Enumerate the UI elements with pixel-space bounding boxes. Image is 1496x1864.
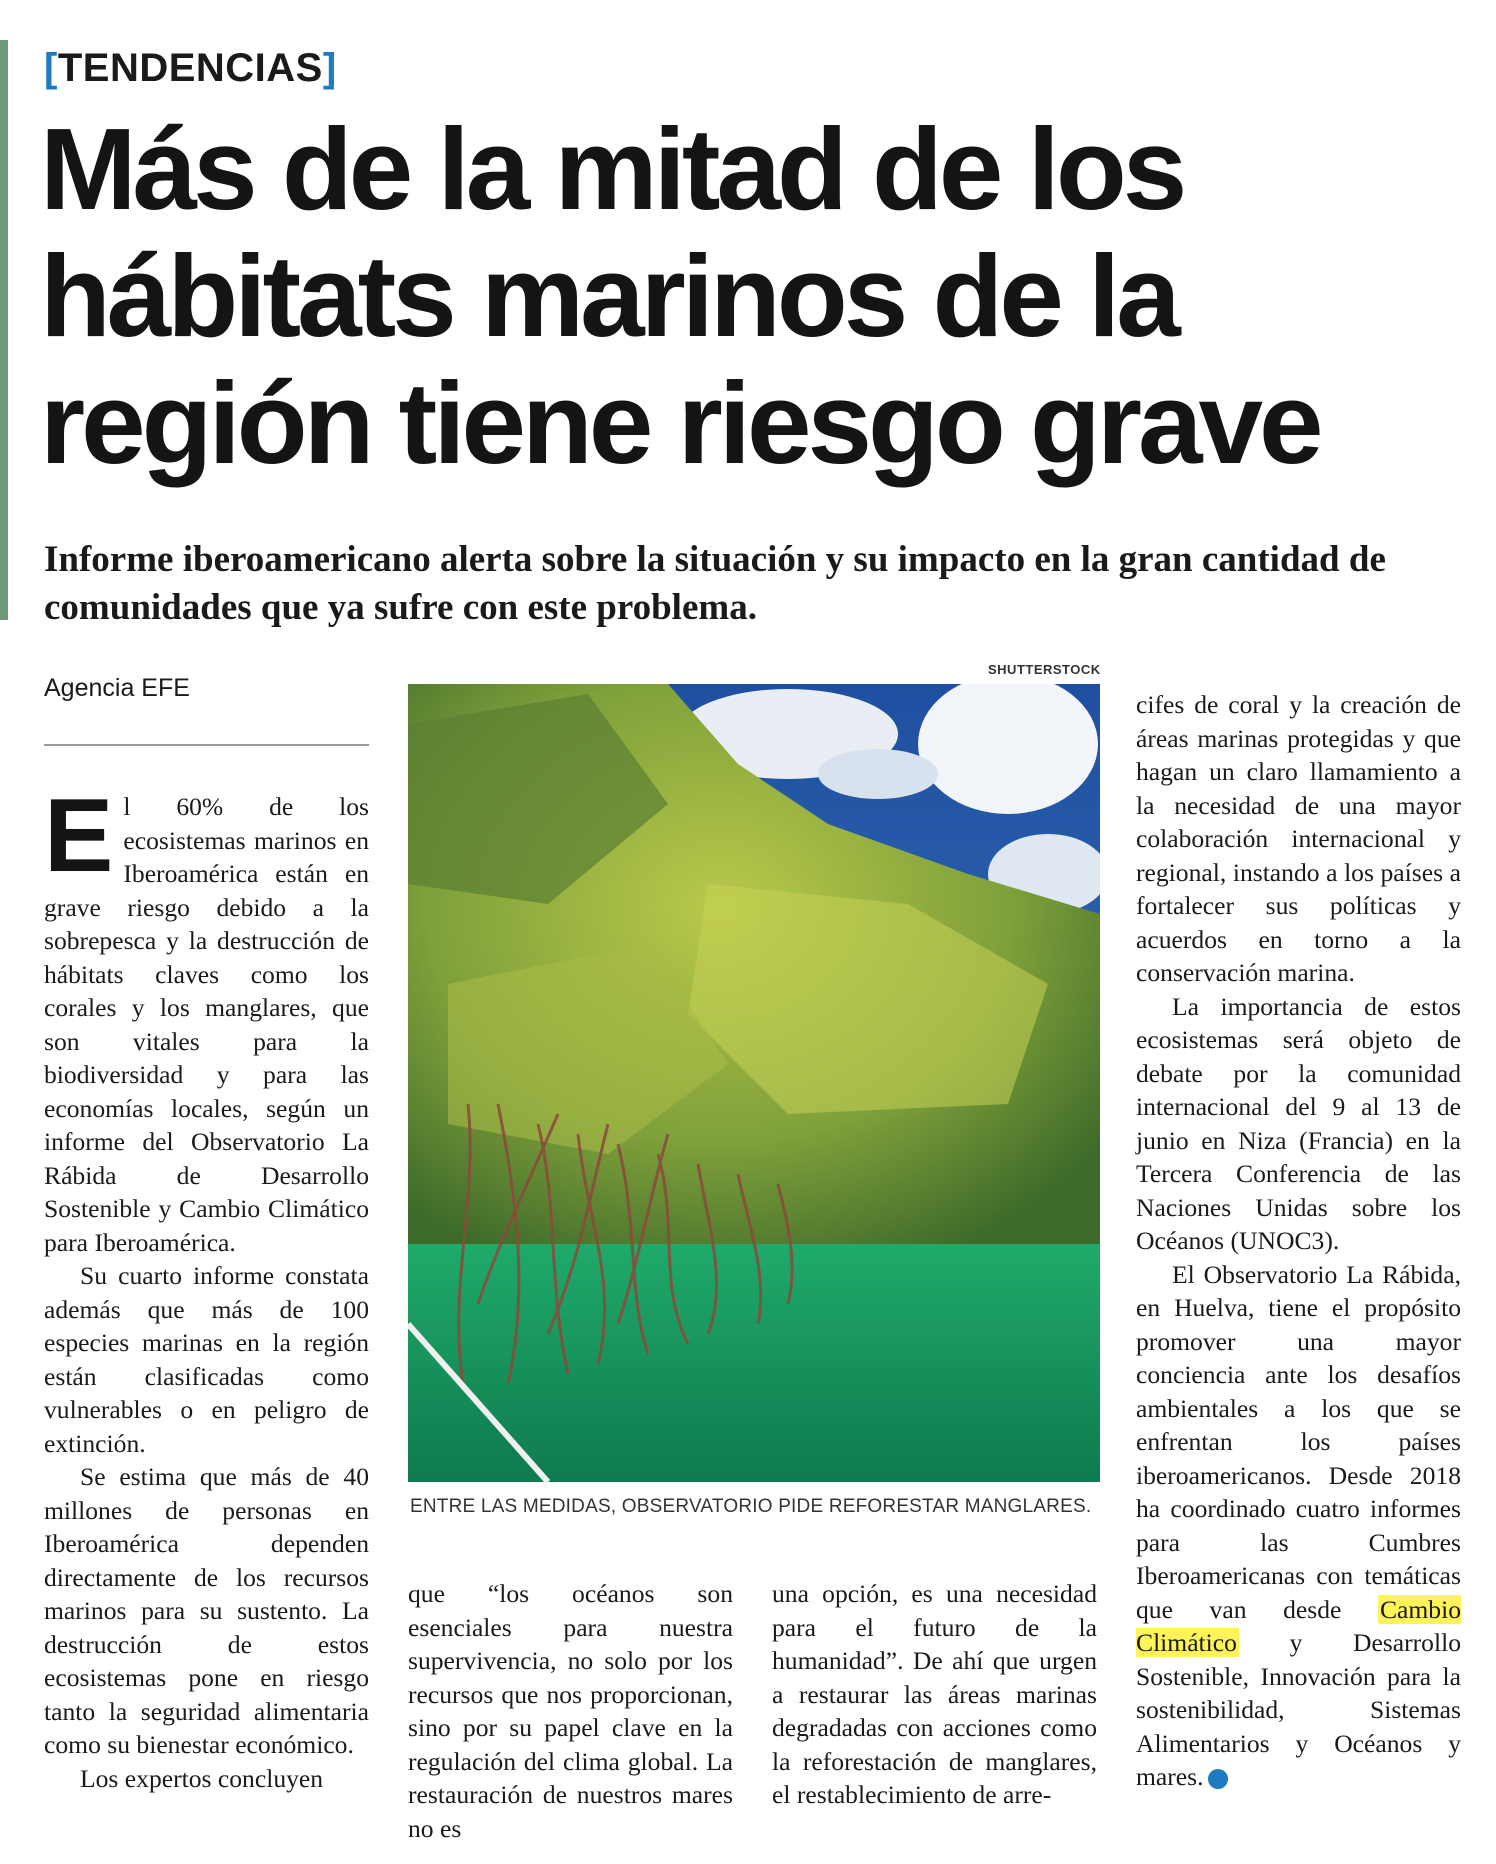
paragraph-6: una opción, es una necesidad para el futuro de la humanidad”. De ahí que urgen a restaurar las áreas marinas degradadas con acciones como la reforestación de manglares, el restablecimiento de arre- xyxy=(772,1579,1097,1809)
paragraph-9-end: y Desarrollo Sostenible, Innovación para la sostenibilidad, Sistemas Alimentarios y Océanos y mares. xyxy=(1136,1628,1461,1791)
paragraph-4: Los expertos concluyen xyxy=(80,1763,324,1793)
deck: Informe iberoamericano alerta sobre la situación y su impacto en la gran cantidad de comunidades que ya sufre con este problema. xyxy=(44,539,1386,628)
byline: Agencia EFE xyxy=(44,674,190,702)
end-of-article-icon: ✪ xyxy=(1208,1769,1228,1789)
paragraph-3: Se estima que más de 40 millones de personas en Iberoamérica dependen directamente de los recursos marinos para su sustento. La destrucción de estos ecosistemas pone en riesgo tanto la seguridad alimentaria como su bienestar económico. xyxy=(44,1462,369,1759)
article-column-4 xyxy=(1136,688,1461,1794)
photo-caption: ENTRE LAS MEDIDAS, OBSERVATORIO PIDE REFORESTAR MANGLARES. xyxy=(410,1496,1092,1517)
page-edge-rule xyxy=(0,40,8,620)
article-column-2 xyxy=(408,1577,733,1845)
paragraph-5: que “los océanos son esenciales para nuestra supervivencia, no solo por los recursos que nos proporcionan, sino por su papel clave en la regulación del clima global. La restauración de nuestros mares no es xyxy=(408,1579,733,1843)
photo-credit: SHUTTERSTOCK xyxy=(988,662,1101,677)
section-tag: [TENDENCIAS] xyxy=(44,46,337,90)
headline: Más de la mitad de los hábitats marinos de la región tiene riesgo grave xyxy=(40,104,1320,488)
drop-cap: E xyxy=(44,778,114,894)
mangrove-photo xyxy=(408,684,1100,1482)
paragraph-7: cifes de coral y la creación de áreas marinas protegidas y que hagan un claro llamamiento a la necesidad de una mayor colaboración internacional y regional, instando a los países a fortalecer sus políticas y acuerdos en torno a la conservación marina. xyxy=(1136,690,1461,987)
byline-divider xyxy=(44,744,369,746)
section-tag-label: TENDENCIAS xyxy=(57,46,323,90)
article-column-1 xyxy=(44,778,369,1795)
highlighted-term: Cambio Climático xyxy=(1136,1594,1461,1657)
article-column-3 xyxy=(772,1577,1097,1812)
paragraph-2: Su cuarto informe constata además que más de 100 especies marinas en la región están clasificadas como vulnerables o en peligro de extinción. xyxy=(44,1261,369,1458)
paragraph-9 xyxy=(1136,1258,1461,1794)
paragraph-1: l 60% de los ecosistemas marinos en Iberoamérica están en grave riesgo debido a la sobrepesca y la destrucción de hábitats claves como los corales y los manglares, que son vitales para la biodiversidad y para las economías locales, según un informe del Observatorio La Rábida de Desarrollo Sostenible y Cambio Climático para Iberoamérica. xyxy=(44,792,369,1257)
paragraph-9-start: El Observatorio La Rábida, en Huelva, tiene el propósito promover una mayor conciencia ante los desafíos ambientales a los que se enfrentan los países iberoamericanos. Desde 2018 ha coordinado cuatro informes para las Cumbres Iberoamericanas con temáticas que van desde xyxy=(1136,1259,1461,1624)
paragraph-8: La importancia de estos ecosistemas será objeto de debate por la comunidad internacional del 9 al 13 de junio en Niza (Francia) en la Tercera Conferencia de las Naciones Unidas sobre los Océanos (UNOC3). xyxy=(1136,991,1461,1255)
